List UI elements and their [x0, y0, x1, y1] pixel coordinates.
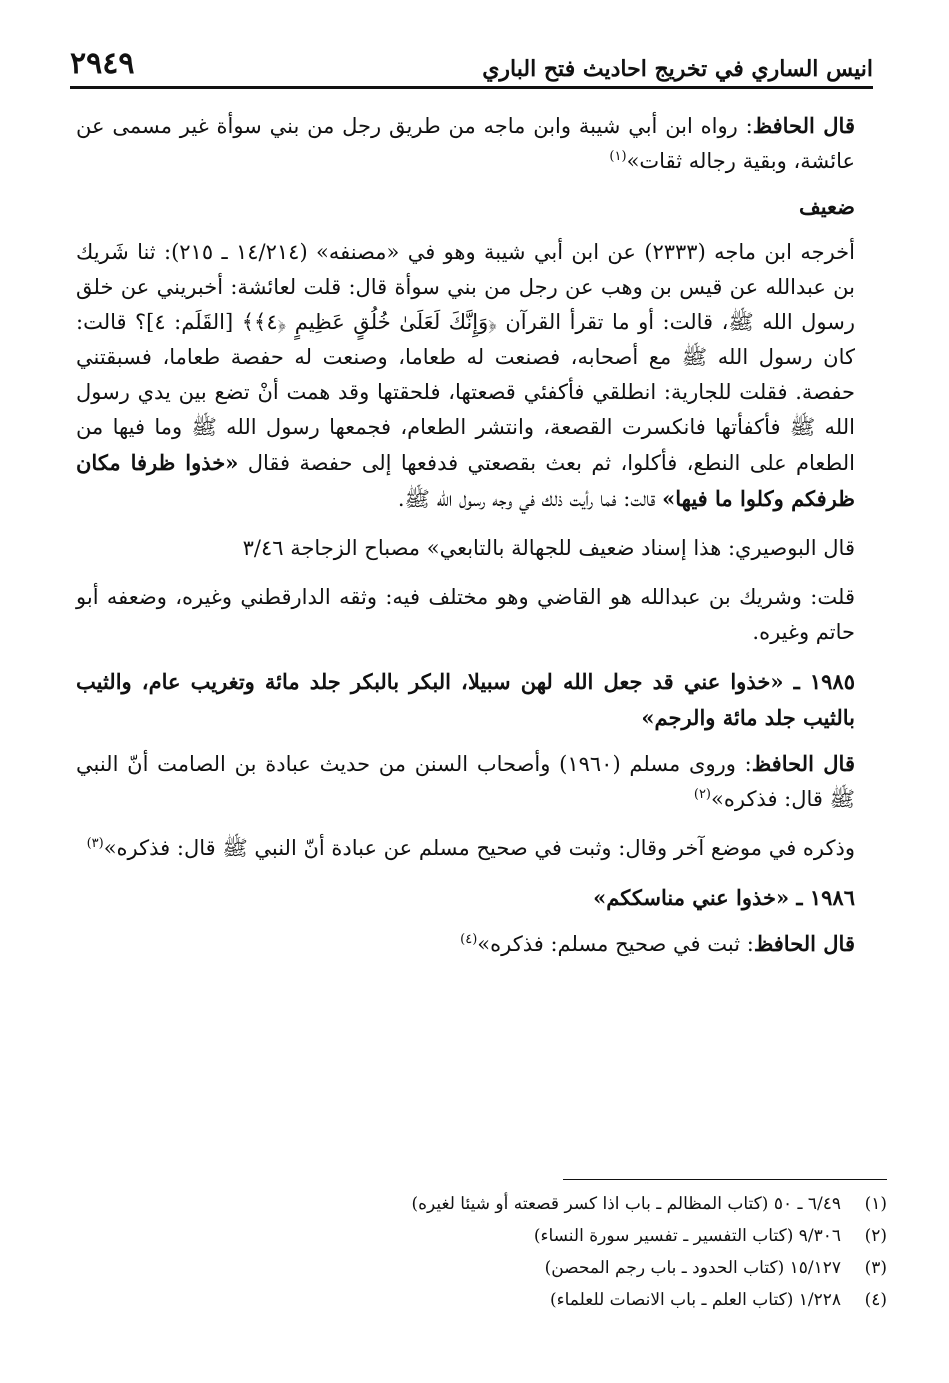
hafiz-quote-1 — [76, 108, 887, 179]
running-title: انيس الساري في تخريج احاديث فتح الباري — [482, 56, 873, 82]
footnote-divider — [563, 1179, 887, 1180]
hadith-quote: «خذوا ظرفا مكان ظرفكم وكلوا ما فيها» — [76, 450, 855, 511]
hadith-1986-text: ١٩٨٦ ـ «خذوا عني مناسككم» — [593, 885, 855, 910]
quote-text: : وروى مسلم (١٩٦٠) وأصحاب السنن من حديث عبادة بن الصامت أنّ النبي ﷺ قال: فذكره» — [76, 752, 855, 811]
speaker-label: قال الحافظ — [753, 931, 855, 956]
footnote-item — [200, 1220, 887, 1252]
takhrij-paragraph — [76, 235, 887, 517]
takhrij-text-b: [القَلَم: ٤]؟ قالت: كان رسول الله ﷺ مع أصحابه، فصنعت له طعاما، وصنعت له حفصة طعاما، فسبقتني حفصة. فقلت للجارية: انطلقي فأكفئي قصعتها، فلحقتها وقد همت أنْ تضع بين يدي رسول الله ﷺ فأكفأتها فانكسرت القصعة، وانتشر الطعام، فجمعها رسول الله ﷺ وما فيها من الطعام على النطع، فأكلوا، ثم بعث بقصعتي فدفعها إلى حفصة فقال — [76, 310, 855, 475]
footnotes — [200, 1188, 887, 1316]
hadith-1985-text: ١٩٨٥ ـ «خذوا عني قد جعل الله لهن سبيلا، البكر بالبكر جلد مائة وتغريب عام، والثيب بالثيب جلد مائة والرجم» — [76, 669, 855, 730]
quote-text: وذكره في موضع آخر وقال: وثبت في صحيح مسلم عن عبادة أنّ النبي ﷺ قال: فذكره» — [103, 836, 855, 860]
footnote-text: ١٥/١٢٧ (كتاب الحدود ـ باب رجم المحصن) — [544, 1258, 841, 1278]
page-number: ٢٩٤٩ — [70, 46, 135, 81]
speaker-label: قال الحافظ — [751, 751, 855, 776]
footnote-text: ١/٢٢٨ (كتاب العلم ـ باب الانصات للعلماء) — [549, 1290, 841, 1310]
quote-text: : رواه ابن أبي شيبة وابن ماجه من طريق رجل من بني سوأة غير مسمى عن عائشة، وبقية رجاله ثقات» — [76, 114, 855, 173]
footnote-ref-1: (١) — [609, 149, 627, 164]
page-header — [70, 40, 873, 89]
author-note: قلت: وشريك بن عبدالله هو القاضي وهو مختلف فيه: وثقه الدارقطني وغيره، وضعفه أبو حاتم وغيره. — [76, 585, 855, 644]
grade-label: ضعيف — [798, 194, 855, 219]
quote-text: : ثبت في صحيح مسلم: فذكره» — [477, 932, 754, 956]
footnote-number: (٢) — [864, 1226, 887, 1246]
footnote-text: ٩/٣٠٦ (كتاب التفسير ـ تفسير سورة النساء) — [533, 1226, 841, 1246]
footnote-ref-3: (٣) — [86, 836, 104, 851]
hadith-heading-1986 — [76, 880, 887, 916]
takhrij-text-a: أخرجه ابن ماجه (٢٣٣٣) عن ابن أبي شيبة وهو في «مصنفه» (١٤/٢١٤ ـ ٢١٥): ثنا شَريك بن عبدالله عن قيس بن وهب عن رجل من بني سوأة قال: قلت لعائشة: أخبريني عن خلق رسول الله ﷺ، قالت: أو ما تقرأ القرآن — [76, 240, 856, 334]
footnote-number: (٣) — [864, 1258, 887, 1278]
hadith-heading-1985 — [76, 664, 887, 736]
footnote-text: ٦/٤٩ ـ ٥٠ (كتاب المظالم ـ باب اذا كسر قصعته أو شيئا لغيره) — [411, 1194, 841, 1214]
footnote-ref-4: (٤) — [460, 932, 478, 947]
speaker-label: قال الحافظ — [752, 113, 855, 138]
hafiz-quote-3 — [76, 831, 887, 866]
takhrij-text-c: قالت: فما رأيت ذلك في وجه رسول الله ﷺ. — [397, 487, 663, 511]
footnote-number: (١) — [864, 1194, 887, 1214]
main-text — [76, 108, 887, 962]
busiri-note: قال البوصيري: هذا إسناد ضعيف للجهالة بالتابعي» مصباح الزجاجة ٣/٤٦ — [242, 536, 855, 560]
footnote-number: (٤) — [864, 1290, 887, 1310]
hafiz-quote-4 — [76, 926, 887, 962]
grade-heading — [76, 189, 887, 225]
footnote-item — [200, 1284, 887, 1316]
footnote-item — [200, 1252, 887, 1284]
quran-verse: ﴿وَإِنَّكَ لَعَلَىٰ خُلُقٍ عَظِيمٍ ﴿٤﴾﴾ — [241, 310, 497, 334]
footnote-ref-2: (٢) — [693, 787, 711, 802]
hafiz-quote-2 — [76, 746, 887, 817]
footnote-item — [200, 1188, 887, 1220]
